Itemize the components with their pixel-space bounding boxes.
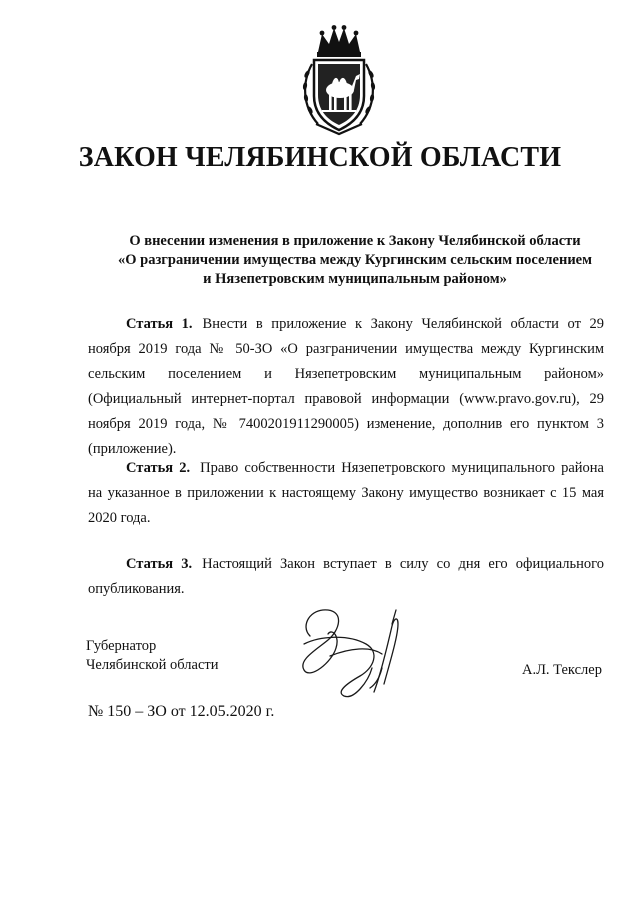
article-label: Статья 3. bbox=[126, 556, 193, 572]
position-line: Губернатор bbox=[86, 638, 157, 654]
law-number-and-date: № 150 – ЗО от 12.05.2020 г. bbox=[88, 703, 275, 720]
article-3 bbox=[88, 552, 604, 602]
subject-line: и Нязепетровским муниципальным районом» bbox=[203, 271, 507, 287]
article-text: Право собственности Нязепетровского муниципального района на указанное в приложении к настоящему Закону имущество возникает с 15 мая 2020 года. bbox=[88, 460, 604, 526]
subject-line: «О разграничении имущества между Кургинским сельским поселением bbox=[118, 252, 592, 268]
article-text: Внести в приложение к Закону Челябинской области от 29 ноября 2019 года № 50-ЗО «О разграничении имущества между Кургинским сельским поселением и Нязепетровским муниципальным районом» (Официальный интернет-портал правовой информации (www.pravo.gov.ru), 29 ноября 2019 года, № 7400201911290005) изменение, дополнив его пунктом 3 (приложение). bbox=[88, 316, 604, 457]
handwritten-signature-icon bbox=[270, 596, 440, 708]
article-text: Настоящий Закон вступает в силу со дня его официального опубликования. bbox=[88, 556, 604, 597]
article-1 bbox=[88, 312, 604, 462]
article-label: Статья 2. bbox=[126, 460, 191, 476]
law-subject bbox=[60, 232, 640, 289]
article-label: Статья 1. bbox=[126, 316, 193, 332]
law-title: ЗАКОН ЧЕЛЯБИНСКОЙ ОБЛАСТИ bbox=[78, 142, 562, 173]
signatory-position bbox=[86, 637, 219, 675]
position-line: Челябинской области bbox=[86, 657, 219, 673]
signatory-name: А.Л. Текслер bbox=[522, 662, 602, 678]
subject-line: О внесении изменения в приложение к Закону Челябинской области bbox=[129, 233, 581, 249]
article-2 bbox=[88, 456, 604, 531]
coat-of-arms-icon bbox=[296, 24, 382, 136]
